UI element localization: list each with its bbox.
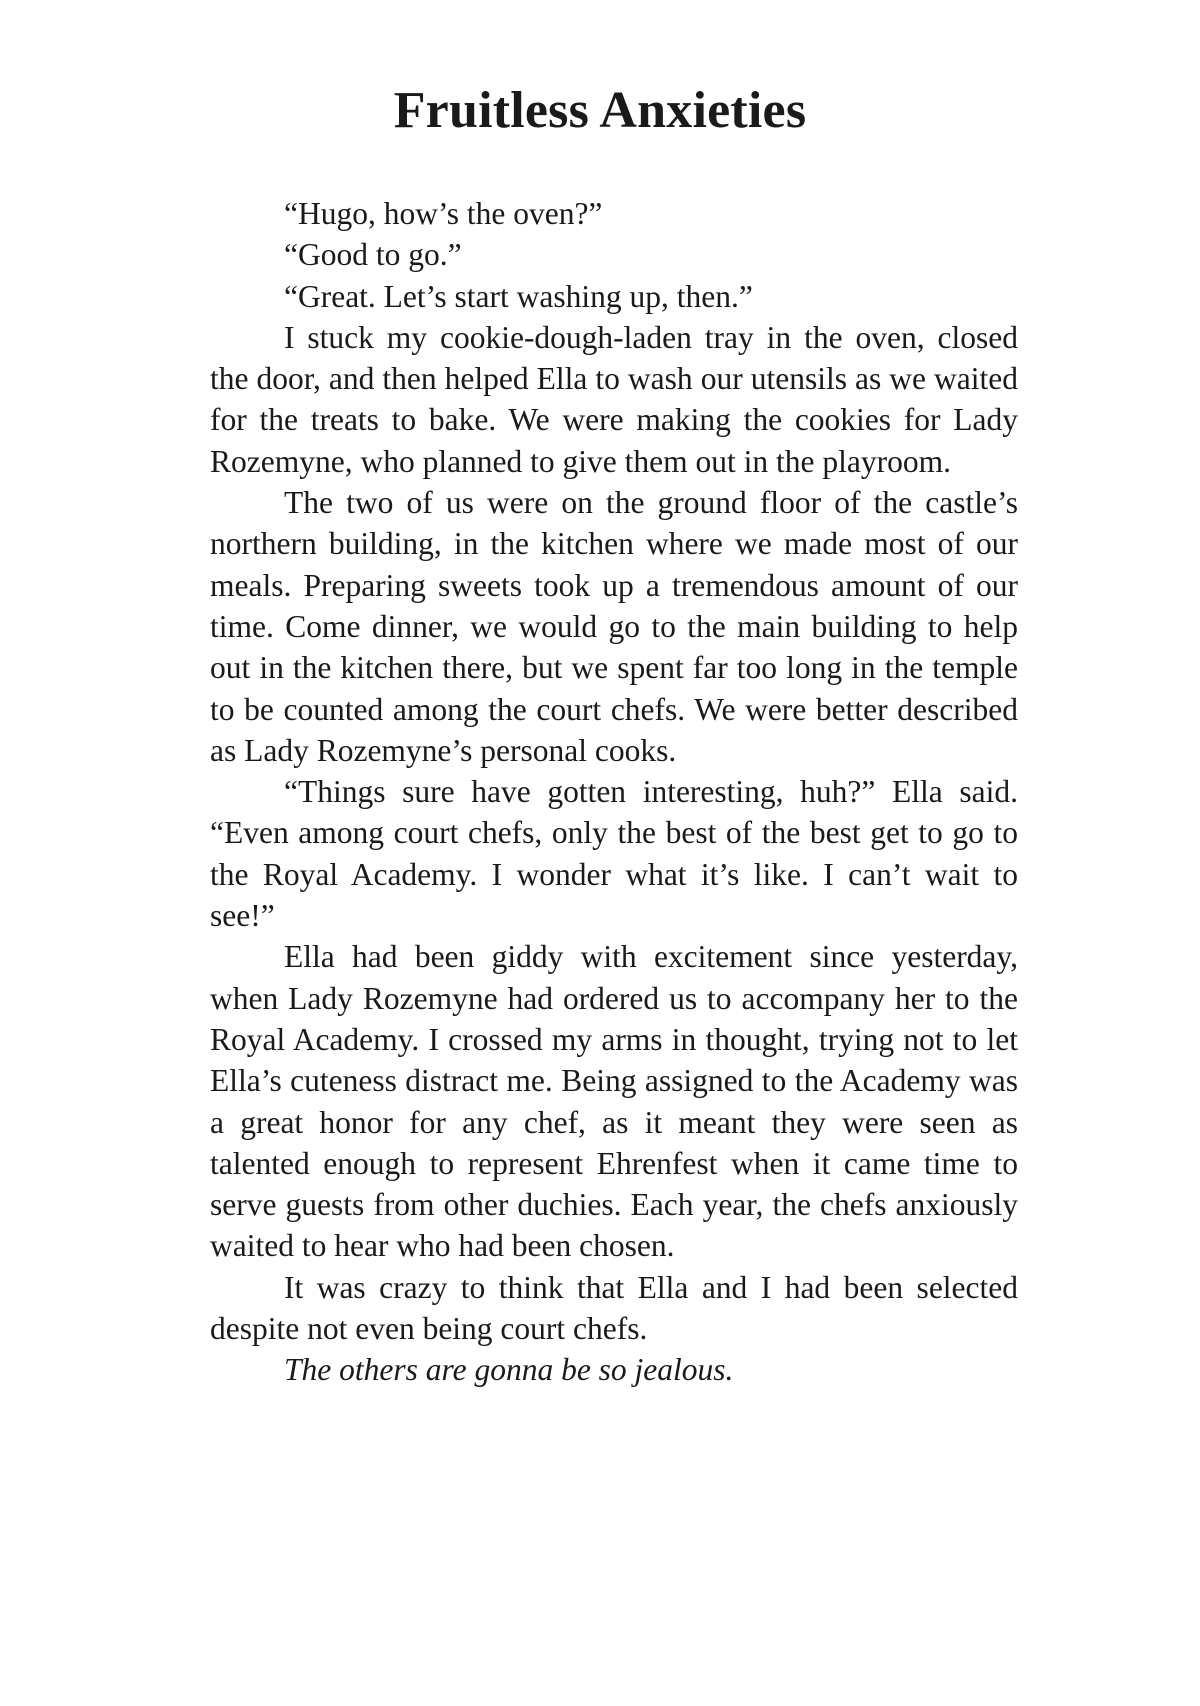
paragraph-dialogue: “Hugo, how’s the oven?” xyxy=(284,196,603,231)
paragraph-dialogue: “Great. Let’s start washing up, then.” xyxy=(284,278,753,314)
paragraph: The two of us were on the ground floor of the castle’s northern building, in the kitchen where we made most of our meals. Preparing sweets took up a tremendous amount of our time. Come dinner, we would go to the main building to help out in the kitchen there, but we spent far too long in the temple to be counted among the court chefs. We were better described as Lady Rozemyne’s personal cooks. xyxy=(210,485,1018,768)
paragraph: It was crazy to think that Ella and I had been selected despite not even being court chefs. xyxy=(210,1269,1018,1347)
paragraph: “Things sure have gotten interesting, huh?” Ella said. “Even among court chefs, only the best of the best get to go to the Royal Academy. I wonder what it’s like. I can’t wait to see!” xyxy=(210,774,1018,934)
chapter-title: Fruitless Anxieties xyxy=(393,82,807,139)
paragraph-dialogue: “Good to go.” xyxy=(284,237,462,273)
paragraph-inner-thought: The others are gonna be so jealous. xyxy=(284,1352,734,1388)
body-text xyxy=(210,193,1018,1391)
paragraph: Ella had been giddy with excitement since yesterday, when Lady Rozemyne had ordered us to accompany her to the Royal Academy. I crossed my arms in thought, trying not to let Ella’s cuteness distract me. Being assigned to the Academy was a great honor for any chef, as it meant they were seen as talented enough to represent Ehrenfest when it came time to serve guests from other duchies. Each year, the chefs anxiously waited to hear who had been chosen. xyxy=(210,939,1018,1264)
paragraph: I stuck my cookie-dough-laden tray in the oven, closed the door, and then helped Ella to wash our utensils as we waited for the treats to bake. We were making the cookies for Lady Rozemyne, who planned to give them out in the playroom. xyxy=(210,319,1018,479)
